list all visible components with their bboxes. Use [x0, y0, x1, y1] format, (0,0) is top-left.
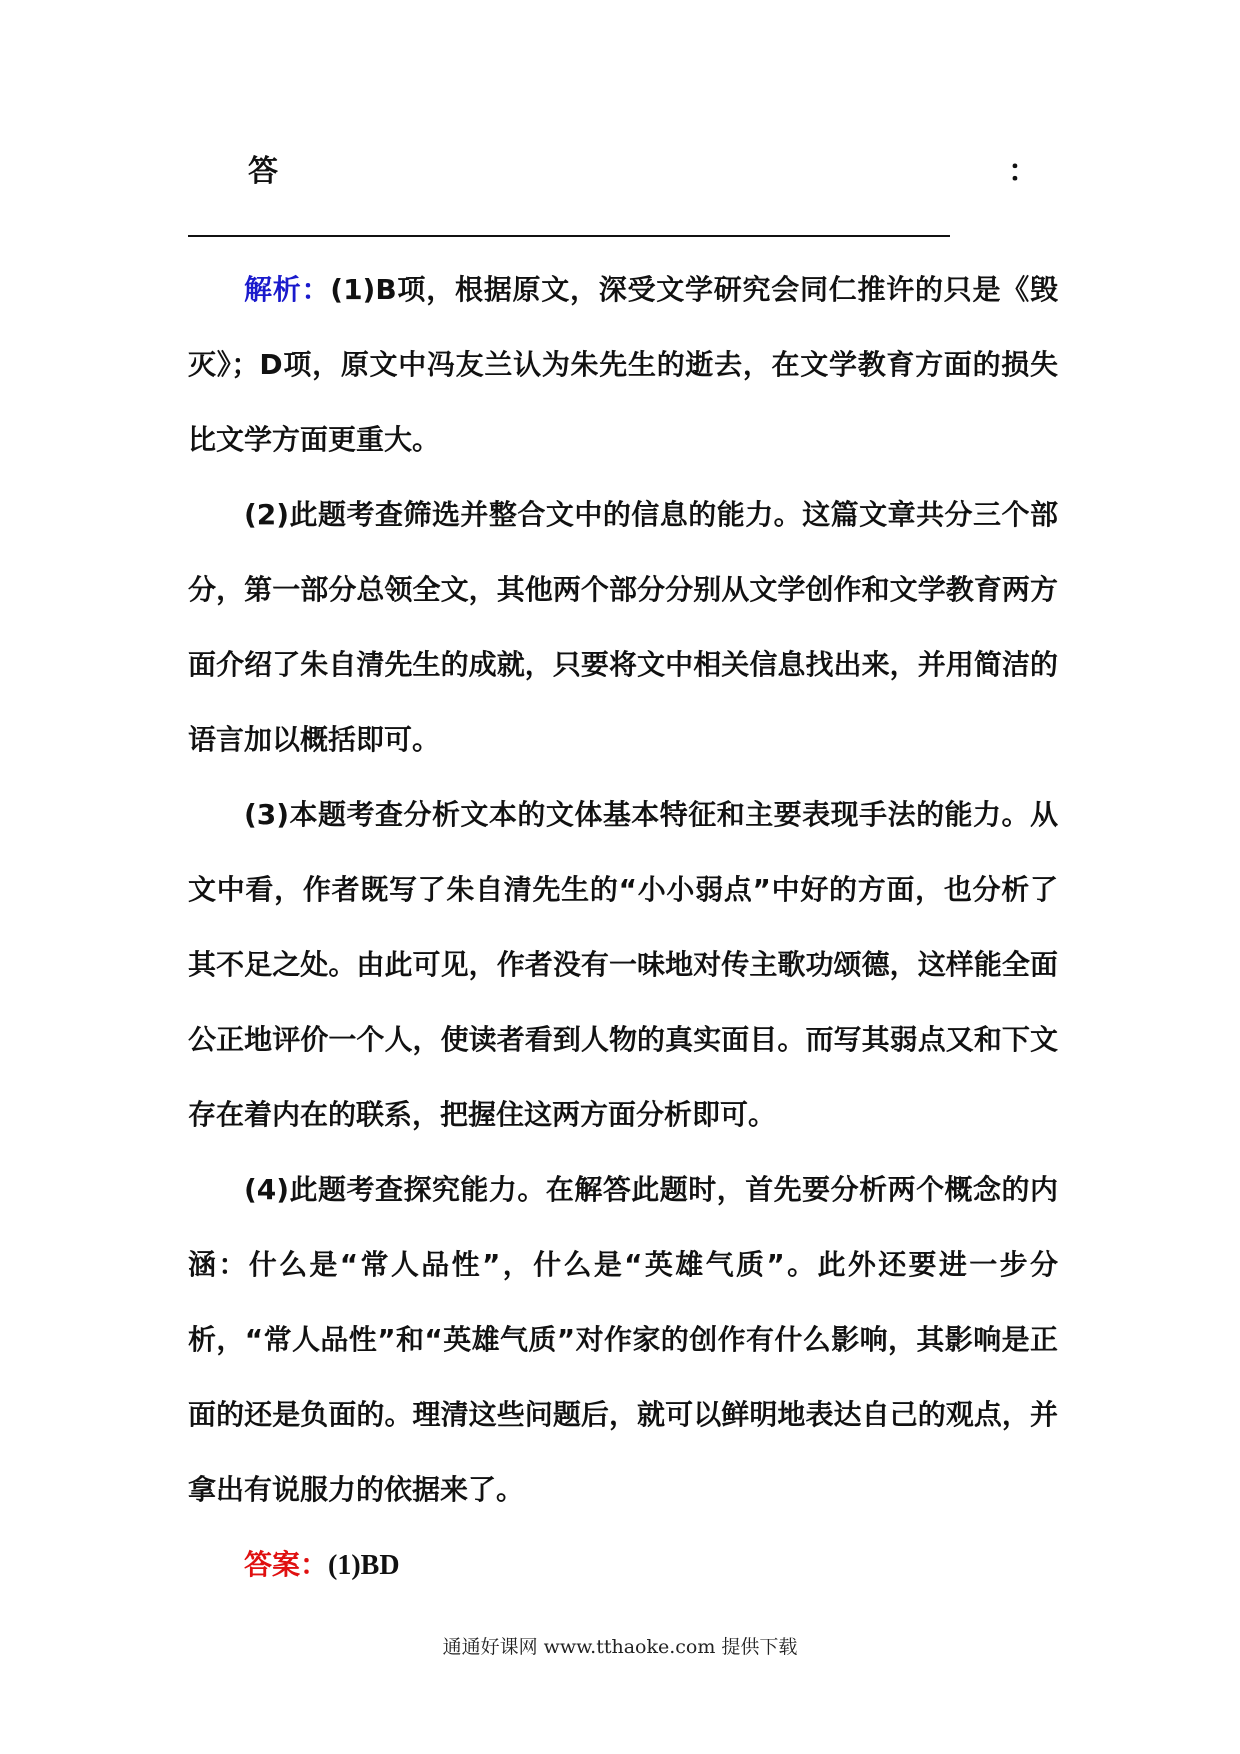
answer-blank-colon: ：: [1008, 154, 1038, 189]
answer-blank-label: 答: [248, 154, 278, 189]
analysis-section: [188, 252, 1058, 1603]
final-answer: [188, 1527, 1058, 1603]
answer-label: 答案：: [244, 1548, 329, 1581]
analysis-label: 解析：: [244, 273, 331, 306]
footer-watermark: 通通好课网 www.tthaoke.com 提供下载: [442, 1636, 798, 1658]
answer-value: (1)BD: [328, 1550, 400, 1581]
analysis-paragraph-1: [188, 252, 1058, 477]
analysis-text-1: (1)B项，根据原文，深受文学研究会同仁推许的只是《毁灭》；D项，原文中冯友兰认为朱先生的逝去，在文学教育方面的损失比文学方面更重大。: [188, 273, 1058, 456]
analysis-paragraph-2: (2)此题考查筛选并整合文中的信息的能力。这篇文章共分三个部分，第一部分总领全文，其他两个部分分别从文学创作和文学教育两方面介绍了朱自清先生的成就，只要将文中相关信息找出来，并用简洁的语言加以概括即可。: [188, 498, 1058, 756]
analysis-paragraph-4: (4)此题考查探究能力。在解答此题时，首先要分析两个概念的内涵：什么是“常人品性”，什么是“英雄气质”。此外还要进一步分析，“常人品性”和“英雄气质”对作家的创作有什么影响，其影响是正面的还是负面的。理清这些问题后，就可以鲜明地表达自己的观点，并拿出有说服力的依据来了。: [188, 1173, 1058, 1506]
answer-blank-line: [188, 235, 950, 237]
analysis-paragraph-3: (3)本题考查分析文本的文体基本特征和主要表现手法的能力。从文中看，作者既写了朱自清先生的“小小弱点”中好的方面，也分析了其不足之处。由此可见，作者没有一味地对传主歌功颂德，这样能全面公正地评价一个人，使读者看到人物的真实面目。而写其弱点又和下文存在着内在的联系，把握住这两方面分析即可。: [188, 798, 1058, 1131]
answer-blank-header: [248, 146, 1038, 196]
